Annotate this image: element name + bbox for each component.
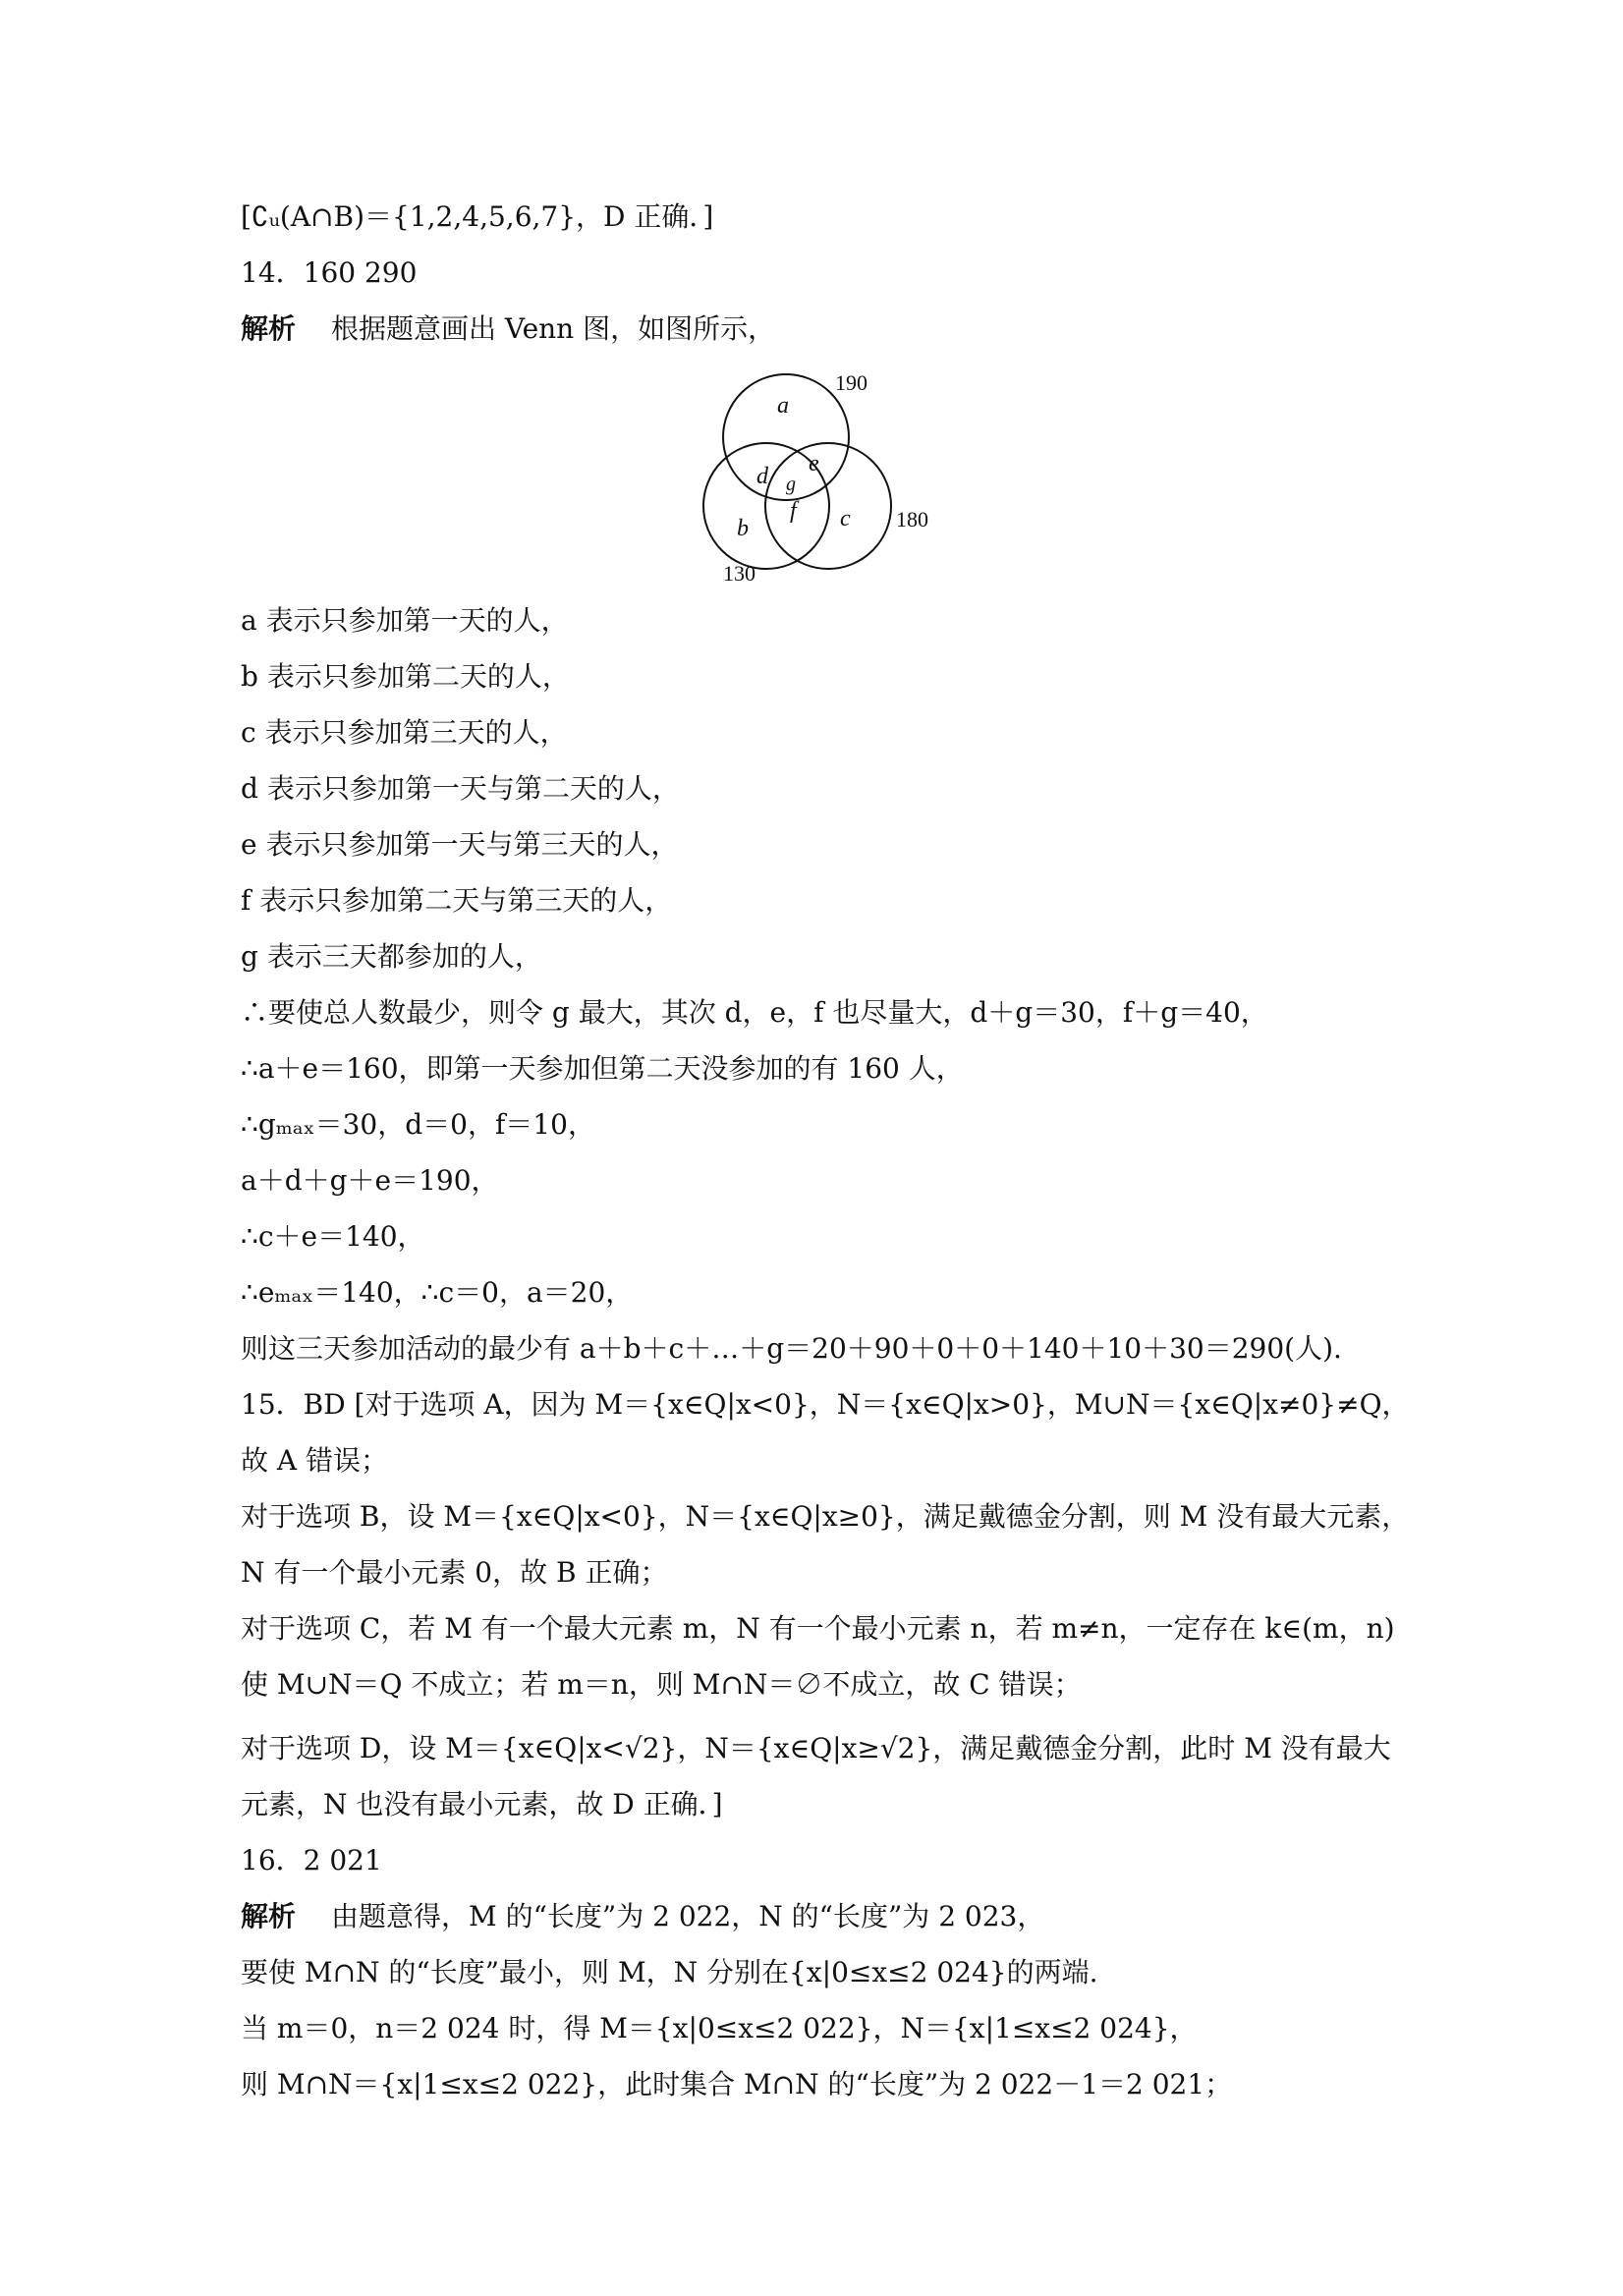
text-line: 则这三天参加活动的最少有 a＋b＋c＋…＋g＝20＋90＋0＋0＋140＋10＋30＝290(人). [241, 1332, 1342, 1365]
text-line: ∴gₘₐₓ＝30，d＝0，f＝10， [241, 1108, 595, 1141]
venn-total-day2: 130 [723, 561, 756, 586]
venn-label-a: a [777, 393, 789, 419]
text-line: f 表示只参加第二天与第三天的人， [241, 884, 673, 917]
text-line: 使 M∪N＝Q 不成立；若 m＝n，则 M∩N＝∅不成立，故 C 错误； [241, 1668, 1082, 1701]
venn-label-g: g [786, 474, 796, 495]
analysis-label: 解析 [241, 1900, 297, 1932]
analysis-line [241, 1897, 1044, 1936]
answer-15: 15．BD [对于选项 A，因为 M＝{x∈Q|x<0}，N＝{x∈Q|x>0}，M∪N＝{x∈Q|x≠0}≠Q， [241, 1388, 1410, 1421]
venn-diagram [688, 359, 953, 594]
text-line: 元素，N 也没有最小元素，故 D 正确．] [241, 1788, 723, 1820]
text-line: 要使 M∩N 的“长度”最小，则 M，N 分别在{x|0≤x≤2 024}的两端. [241, 1956, 1098, 1988]
venn-label-b: b [737, 516, 749, 541]
text-line: 由题意得，M 的“长度”为 2 022，N 的“长度”为 2 023， [331, 1900, 1045, 1932]
text-line: g 表示三天都参加的人， [241, 940, 542, 973]
text-line: a＋d＋g＋e＝190， [241, 1164, 499, 1197]
text-line: d 表示只参加第一天与第二天的人， [241, 772, 680, 805]
text-line: b 表示只参加第二天的人， [241, 660, 570, 693]
text-line: 则 M∩N＝{x|1≤x≤2 022}，此时集合 M∩N 的“长度”为 2 022－1＝2 021； [241, 2068, 1233, 2100]
analysis-line [241, 309, 775, 349]
text-line: a 表示只参加第一天的人， [241, 604, 569, 637]
venn-label-e: e [809, 451, 819, 476]
text-line: 根据题意画出 Venn 图，如图所示， [331, 312, 776, 345]
text-line: e 表示只参加第一天与第三天的人， [241, 828, 679, 861]
text-line: 故 A 错误； [241, 1444, 389, 1477]
venn-label-f: f [790, 498, 797, 524]
text-line: [∁ᵤ(A∩B)＝{1,2,4,5,6,7}，D 正确．] [241, 200, 714, 233]
text-line: N 有一个最小元素 0，故 B 正确； [241, 1556, 668, 1589]
venn-total-day3: 180 [896, 507, 928, 532]
text-line: 对于选项 C，若 M 有一个最大元素 m，N 有一个最小元素 n，若 m≠n，一定存在 k∈(m，n) [241, 1612, 1395, 1645]
text-line: ∴eₘₐₓ＝140，∴c＝0，a＝20， [241, 1276, 634, 1309]
answer-16: 16．2 021 [241, 1844, 382, 1876]
text-line: ∴c＋e＝140， [241, 1220, 425, 1253]
text-line: 当 m＝0，n＝2 024 时，得 M＝{x|0≤x≤2 022}，N＝{x|1≤x≤2 024}， [241, 2012, 1198, 2044]
text-line: ∴a＋e＝160，即第一天参加但第二天没参加的有 160 人， [241, 1052, 964, 1085]
text-line: 对于选项 B，设 M＝{x∈Q|x<0}，N＝{x∈Q|x≥0}，满足戴德金分割，则 M 没有最大元素， [241, 1500, 1410, 1533]
venn-label-d: d [756, 464, 768, 489]
analysis-label: 解析 [241, 312, 297, 345]
text-line: ∴要使总人数最少，则令 g 最大，其次 d，e，f 也尽量大，d＋g＝30，f＋g＝40， [241, 996, 1268, 1029]
venn-total-day1: 190 [835, 370, 867, 395]
text-line: 对于选项 D，设 M＝{x∈Q|x<√2}，N＝{x∈Q|x≥√2}，满足戴德金分割，此时 M 没有最大 [241, 1732, 1391, 1764]
text-line: c 表示只参加第三天的人， [241, 716, 568, 749]
answer-14: 14．160 290 [241, 256, 418, 289]
venn-label-c: c [840, 506, 851, 532]
